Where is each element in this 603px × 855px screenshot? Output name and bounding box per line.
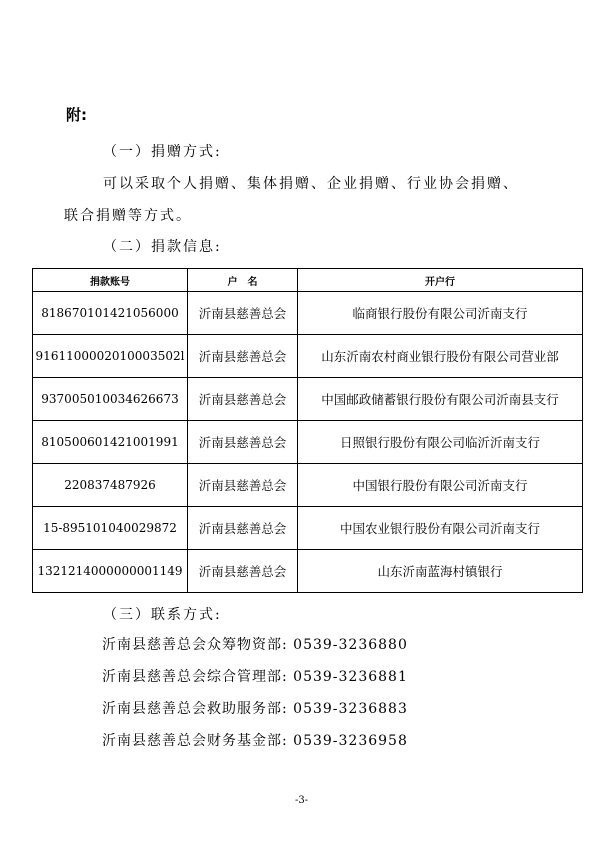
- account-number: 937005010034626673: [33, 378, 188, 421]
- bank-name: 中国邮政储蓄银行股份有限公司沂南县支行: [298, 378, 583, 421]
- contact-line: 沂南县慈善总会财务基金部: 0539-3236958: [102, 733, 408, 749]
- bank-name: 临商银行股份有限公司沂南支行: [298, 292, 583, 335]
- account-number: 15-895101040029872: [33, 507, 188, 550]
- table-row: [33, 292, 583, 335]
- account-holder: 沂南县慈善总会: [188, 507, 298, 550]
- donation-account-table: [32, 268, 583, 593]
- table-header-row: [33, 269, 583, 292]
- account-holder: 沂南县慈善总会: [188, 550, 298, 593]
- table-row: [33, 378, 583, 421]
- header-account: 捐款账号: [33, 269, 188, 292]
- account-holder: 沂南县慈善总会: [188, 378, 298, 421]
- contact-line: 沂南县慈善总会救助服务部: 0539-3236883: [102, 701, 408, 717]
- table-row: [33, 550, 583, 593]
- account-holder: 沂南县慈善总会: [188, 464, 298, 507]
- bank-name: 日照银行股份有限公司临沂沂南支行: [298, 421, 583, 464]
- header-bank: 开户行: [298, 269, 583, 292]
- bank-name: 山东沂南蓝海村镇银行: [298, 550, 583, 593]
- account-holder: 沂南县慈善总会: [188, 292, 298, 335]
- page-number: -3-: [294, 795, 309, 806]
- account-number: 810500601421001991: [33, 421, 188, 464]
- bank-name: 中国银行股份有限公司沂南支行: [298, 464, 583, 507]
- account-number: 818670101421056000: [33, 292, 188, 335]
- account-number: 9161100002010003502l: [33, 335, 188, 378]
- header-account-name: 户 名: [188, 269, 298, 292]
- bank-name: 山东沂南农村商业银行股份有限公司营业部: [298, 335, 583, 378]
- appendix-heading: 附:: [66, 106, 87, 124]
- account-number: 220837487926: [33, 464, 188, 507]
- account-holder: 沂南县慈善总会: [188, 421, 298, 464]
- contact-line: 沂南县慈善总会综合管理部: 0539-3236881: [102, 669, 408, 685]
- account-holder: 沂南县慈善总会: [188, 335, 298, 378]
- table-row: [33, 464, 583, 507]
- table-row: [33, 335, 583, 378]
- contact-line: 沂南县慈善总会众筹物资部: 0539-3236880: [102, 637, 408, 653]
- section1-text-line2: 联合捐赠等方式。: [64, 208, 192, 224]
- table-row: [33, 507, 583, 550]
- section2-title: （二）捐款信息:: [103, 239, 222, 255]
- account-number: 1321214000000001149: [33, 550, 188, 593]
- bank-name: 中国农业银行股份有限公司沂南支行: [298, 507, 583, 550]
- table-row: [33, 421, 583, 464]
- section1-title: （一）捐赠方式:: [103, 144, 222, 160]
- section3-title: （三）联系方式:: [103, 607, 222, 623]
- section1-text-line1: 可以采取个人捐赠、集体捐赠、企业捐赠、行业协会捐赠、: [103, 176, 519, 192]
